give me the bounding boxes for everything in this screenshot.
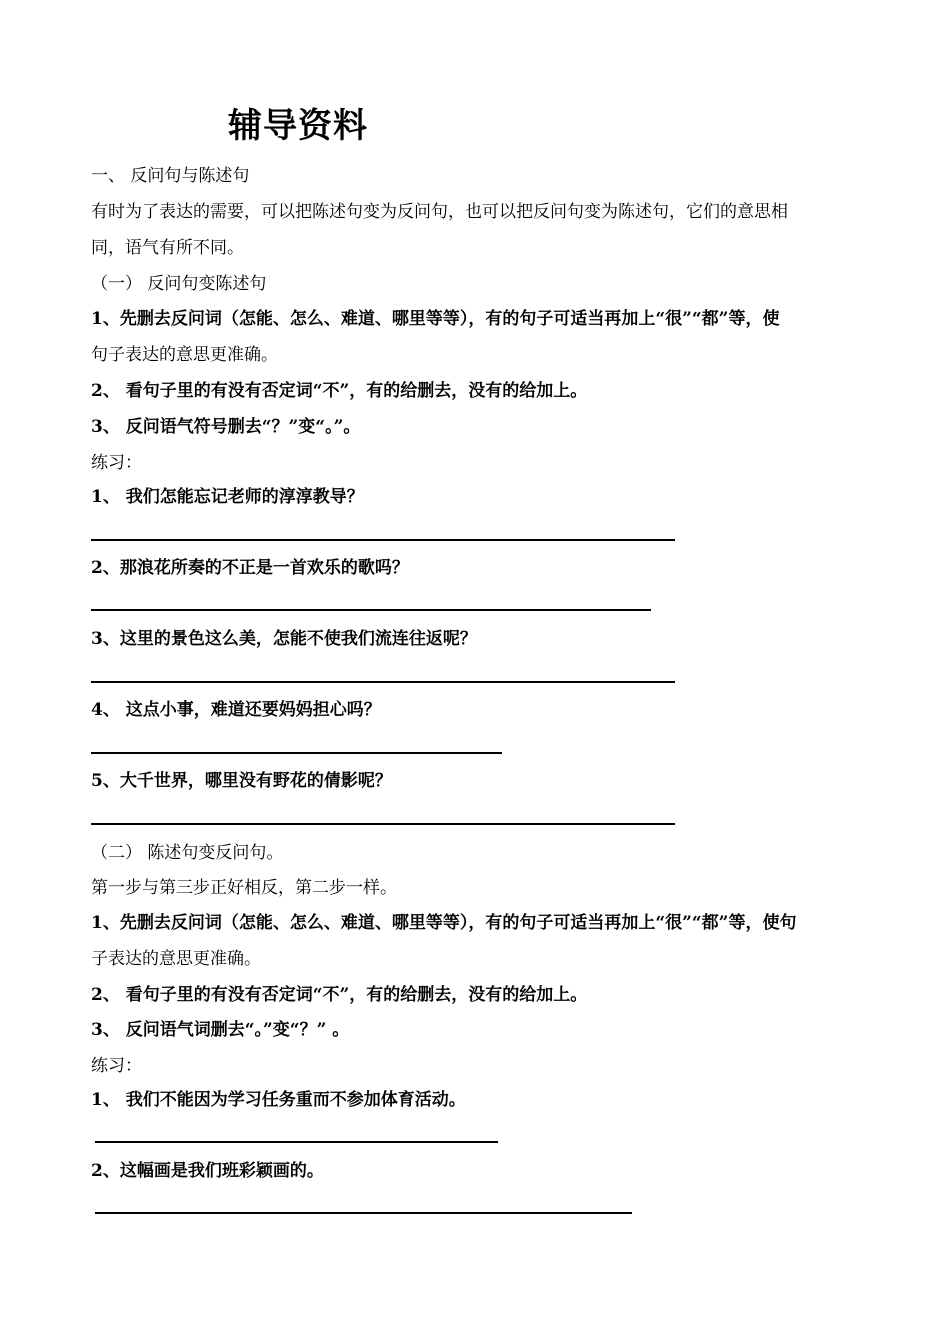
- part1-step3: 3、 反问语气符号删去“？”变“。”。: [91, 417, 361, 437]
- part2-step1-line-2: 子表达的意思更准确。: [91, 949, 261, 969]
- part2-heading: （二） 陈述句变反问句。: [91, 843, 284, 863]
- part2-step1-line-1: 1、先删去反问词（怎能、怎么、难道、哪里等等），有的句子可适当再加上“很”“都”等，使句: [91, 913, 797, 933]
- part1-exercise-2: 2、那浪花所奏的不正是一首欢乐的歌吗？: [91, 558, 409, 578]
- part1-exercise-5: 5、大千世界，哪里没有野花的倩影呢？: [91, 771, 392, 791]
- part2-practice-label: 练习：: [91, 1056, 142, 1076]
- intro-text-line-2: 同，语气有所不同。: [91, 238, 244, 258]
- part1-step1-line-2: 句子表达的意思更准确。: [91, 345, 278, 365]
- part1-practice-label: 练习：: [91, 453, 142, 473]
- part1-step1-line-1: 1、先删去反问词（怎能、怎么、难道、哪里等等），有的句子可适当再加上“很”“都”等，使: [91, 309, 780, 329]
- intro-text-line-1: 有时为了表达的需要，可以把陈述句变为反问句，也可以把反问句变为陈述句，它们的意思相: [91, 202, 788, 222]
- part2-step2: 2、 看句子里的有没有否定词“不”，有的给删去，没有的给加上。: [91, 985, 588, 1005]
- part2-note: 第一步与第三步正好相反，第二步一样。: [91, 878, 397, 898]
- part2-step3: 3、 反问语气词删去“。”变“？” 。: [91, 1020, 350, 1040]
- answer-line-2[interactable]: [91, 609, 651, 611]
- part1-step2: 2、 看句子里的有没有否定词“不”，有的给删去，没有的给加上。: [91, 381, 588, 401]
- part1-exercise-1: 1、 我们怎能忘记老师的淳淳教导？: [91, 487, 364, 507]
- page-title: 辅导资料: [228, 106, 368, 146]
- answer-line-6[interactable]: [95, 1141, 498, 1143]
- answer-line-7[interactable]: [95, 1212, 632, 1214]
- answer-line-1[interactable]: [91, 539, 675, 541]
- part2-exercise-2: 2、这幅画是我们班彩颖画的。: [91, 1161, 324, 1181]
- part1-exercise-3: 3、这里的景色这么美，怎能不使我们流连往返呢？: [91, 629, 477, 649]
- section-heading: 一、 反问句与陈述句: [91, 166, 250, 186]
- part2-exercise-1: 1、 我们不能因为学习任务重而不参加体育活动。: [91, 1090, 466, 1110]
- part1-exercise-4: 4、 这点小事，难道还要妈妈担心吗？: [91, 700, 381, 720]
- answer-line-5[interactable]: [91, 823, 675, 825]
- answer-line-3[interactable]: [91, 681, 675, 683]
- answer-line-4[interactable]: [91, 752, 502, 754]
- part1-heading: （一） 反问句变陈述句: [91, 274, 267, 294]
